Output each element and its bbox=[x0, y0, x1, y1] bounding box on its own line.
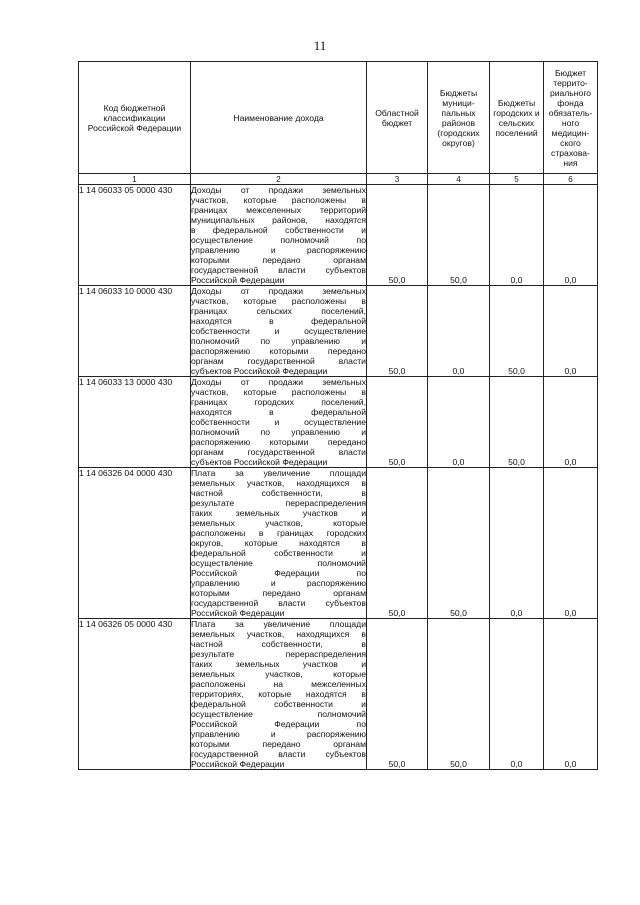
header-line: сельских bbox=[498, 117, 535, 128]
revenue-name-line: Российской Федерации bbox=[191, 608, 285, 618]
header-line: (городских bbox=[437, 127, 480, 138]
header-line: Наименование дохода bbox=[233, 112, 324, 123]
revenue-name-line: муниципальных районов, находятся bbox=[191, 215, 366, 225]
column-number: 1 bbox=[79, 174, 191, 185]
header-line: ского bbox=[560, 137, 581, 148]
revenue-name bbox=[191, 286, 367, 377]
revenue-name-line: находятся в федеральной bbox=[191, 316, 366, 326]
value-regional: 50,0 bbox=[367, 185, 428, 286]
revenue-name-line: управлению и распоряжению bbox=[191, 245, 366, 255]
page-number: 11 bbox=[313, 38, 327, 53]
revenue-name-line: полномочий по управлению и bbox=[191, 427, 366, 437]
revenue-name bbox=[191, 185, 367, 286]
value-municipal-districts: 50,0 bbox=[428, 619, 490, 770]
revenue-name-line: участков, которые расположены в bbox=[191, 195, 366, 205]
revenue-name-line: таких земельных участков и bbox=[191, 508, 366, 518]
revenue-name-line: субъектов Российской Федерации bbox=[191, 457, 328, 467]
revenue-name-line: Российской Федерации по bbox=[191, 719, 366, 729]
revenue-name-line: органам государственной власти bbox=[191, 356, 366, 366]
budget-code: 1 14 06033 13 0000 430 bbox=[79, 377, 191, 468]
table-row bbox=[79, 619, 598, 770]
revenue-name-line: участков, которые расположены в bbox=[191, 387, 366, 397]
header-row bbox=[79, 62, 598, 174]
header-line: ния bbox=[563, 157, 578, 168]
value-municipal-districts: 0,0 bbox=[428, 377, 490, 468]
revenue-name-line: которыми передано органам bbox=[191, 588, 366, 598]
revenue-name-line: управлению и распоряжению bbox=[191, 578, 366, 588]
header-line: риального bbox=[549, 87, 592, 98]
budget-code: 1 14 06326 05 0000 430 bbox=[79, 619, 191, 770]
column-number: 5 bbox=[490, 174, 544, 185]
header-line: Бюджеты bbox=[439, 87, 478, 98]
revenue-name-line: земельных участков, которые bbox=[191, 518, 366, 528]
revenue-name-line: земельных участков, находящихся в bbox=[191, 478, 366, 488]
header-line: бюджет bbox=[381, 117, 413, 128]
revenue-name-line: частной собственности, в bbox=[191, 488, 366, 498]
header-line: районов bbox=[441, 117, 476, 128]
revenue-name-line: Плата за увеличение площади bbox=[191, 468, 366, 478]
header-line: медицин- bbox=[551, 127, 590, 138]
header-line: Бюджет bbox=[554, 67, 587, 78]
header-line: классификации bbox=[103, 112, 166, 123]
header-regional-budget bbox=[367, 62, 428, 174]
revenue-name-line: Российской Федерации bbox=[191, 759, 285, 769]
revenue-name-line: которыми передано органам bbox=[191, 255, 366, 265]
revenue-name-line: участков, которые расположены в bbox=[191, 296, 366, 306]
value-settlements: 0,0 bbox=[490, 468, 544, 619]
header-line: террито- bbox=[553, 77, 588, 88]
revenue-name-line: границах городских поселений, bbox=[191, 397, 366, 407]
header-line: Российской Федерации bbox=[87, 122, 182, 133]
column-number: 3 bbox=[367, 174, 428, 185]
header-municipal-district-budgets bbox=[428, 62, 490, 174]
revenue-name-line: Доходы от продажи земельных bbox=[191, 286, 366, 296]
table-row bbox=[79, 377, 598, 468]
revenue-name-line: Плата за увеличение площади bbox=[191, 619, 366, 629]
revenue-name bbox=[191, 468, 367, 619]
revenue-name-line: осуществление полномочий по bbox=[191, 235, 366, 245]
budget-revenue-table bbox=[78, 61, 598, 770]
revenue-name-line: результате перераспределения bbox=[191, 498, 366, 508]
header-settlement-budgets bbox=[490, 62, 544, 174]
revenue-name-line: федеральной собственности и bbox=[191, 548, 366, 558]
column-number: 4 bbox=[428, 174, 490, 185]
header-line: фонда bbox=[557, 97, 584, 108]
value-municipal-districts: 50,0 bbox=[428, 185, 490, 286]
value-medical-fund: 0,0 bbox=[544, 377, 598, 468]
value-settlements: 0,0 bbox=[490, 185, 544, 286]
header-line: Код бюджетной bbox=[103, 102, 166, 113]
revenue-name-line: распоряжению которыми передано bbox=[191, 437, 366, 447]
header-line: Бюджеты bbox=[497, 97, 536, 108]
table-body bbox=[79, 185, 598, 770]
revenue-name bbox=[191, 377, 367, 468]
value-regional: 50,0 bbox=[367, 377, 428, 468]
header-line: поселений bbox=[495, 127, 538, 138]
revenue-name-line: земельных участков, которые bbox=[191, 669, 366, 679]
revenue-name-line: государственной власти субъектов bbox=[191, 598, 366, 608]
revenue-name-line: осуществление полномочий bbox=[191, 558, 366, 568]
header-code bbox=[79, 62, 191, 174]
table-row bbox=[79, 185, 598, 286]
header-line: Областной bbox=[375, 107, 419, 118]
header-line: округов) bbox=[442, 137, 475, 148]
revenue-name-line: органам государственной власти bbox=[191, 447, 366, 457]
revenue-name-line: границах межселенных территорий bbox=[191, 205, 366, 215]
revenue-name-line: расположены в границах городских bbox=[191, 528, 366, 538]
header-medical-insurance-fund bbox=[544, 62, 598, 174]
revenue-name-line: границах сельских поселений, bbox=[191, 306, 366, 316]
value-municipal-districts: 50,0 bbox=[428, 468, 490, 619]
revenue-name-line: территориях, которые находятся в bbox=[191, 689, 366, 699]
value-medical-fund: 0,0 bbox=[544, 185, 598, 286]
revenue-name-line: собственности и осуществление bbox=[191, 417, 366, 427]
revenue-name-line: Российской Федерации по bbox=[191, 568, 366, 578]
value-regional: 50,0 bbox=[367, 619, 428, 770]
header-line: обязатель- bbox=[548, 107, 593, 118]
revenue-name-line: результате перераспределения bbox=[191, 649, 366, 659]
revenue-name-line: которыми передано органам bbox=[191, 739, 366, 749]
table-row bbox=[79, 286, 598, 377]
column-number-row bbox=[79, 174, 598, 185]
revenue-name-line: государственной власти субъектов bbox=[191, 265, 366, 275]
header-line: пальных bbox=[441, 107, 476, 118]
value-settlements: 0,0 bbox=[490, 619, 544, 770]
value-settlements: 50,0 bbox=[490, 286, 544, 377]
budget-code: 1 14 06033 05 0000 430 bbox=[79, 185, 191, 286]
column-number: 6 bbox=[544, 174, 598, 185]
revenue-name-line: субъектов Российской Федерации bbox=[191, 366, 328, 376]
value-municipal-districts: 0,0 bbox=[428, 286, 490, 377]
header-line: ного bbox=[561, 117, 580, 128]
revenue-name-line: земельных участков, находящихся в bbox=[191, 629, 366, 639]
revenue-name-line: расположены на межселенных bbox=[191, 679, 366, 689]
revenue-name-line: собственности и осуществление bbox=[191, 326, 366, 336]
value-medical-fund: 0,0 bbox=[544, 286, 598, 377]
header-revenue-name bbox=[191, 62, 367, 174]
value-settlements: 50,0 bbox=[490, 377, 544, 468]
revenue-name-line: частной собственности, в bbox=[191, 639, 366, 649]
revenue-name bbox=[191, 619, 367, 770]
revenue-name-line: Доходы от продажи земельных bbox=[191, 185, 366, 195]
revenue-name-line: Российской Федерации bbox=[191, 275, 285, 285]
revenue-name-line: таких земельных участков и bbox=[191, 659, 366, 669]
column-number: 2 bbox=[191, 174, 367, 185]
value-medical-fund: 0,0 bbox=[544, 468, 598, 619]
revenue-name-line: находятся в федеральной bbox=[191, 407, 366, 417]
revenue-name-line: Доходы от продажи земельных bbox=[191, 377, 366, 387]
revenue-name-line: государственной власти субъектов bbox=[191, 749, 366, 759]
budget-code: 1 14 06033 10 0000 430 bbox=[79, 286, 191, 377]
table-row bbox=[79, 468, 598, 619]
revenue-name-line: распоряжению которыми передано bbox=[191, 346, 366, 356]
header-line: муници- bbox=[442, 97, 475, 108]
revenue-name-line: управлению и распоряжению bbox=[191, 729, 366, 739]
revenue-name-line: в федеральной собственности и bbox=[191, 225, 366, 235]
revenue-name-line: полномочий по управлению и bbox=[191, 336, 366, 346]
header-line: городских и bbox=[493, 107, 540, 118]
value-regional: 50,0 bbox=[367, 286, 428, 377]
value-medical-fund: 0,0 bbox=[544, 619, 598, 770]
budget-code: 1 14 06326 04 0000 430 bbox=[79, 468, 191, 619]
revenue-name-line: округов, которые находятся в bbox=[191, 538, 366, 548]
header-line: страхова- bbox=[551, 147, 590, 158]
revenue-name-line: федеральной собственности и bbox=[191, 699, 366, 709]
value-regional: 50,0 bbox=[367, 468, 428, 619]
revenue-name-line: осуществление полномочий bbox=[191, 709, 366, 719]
